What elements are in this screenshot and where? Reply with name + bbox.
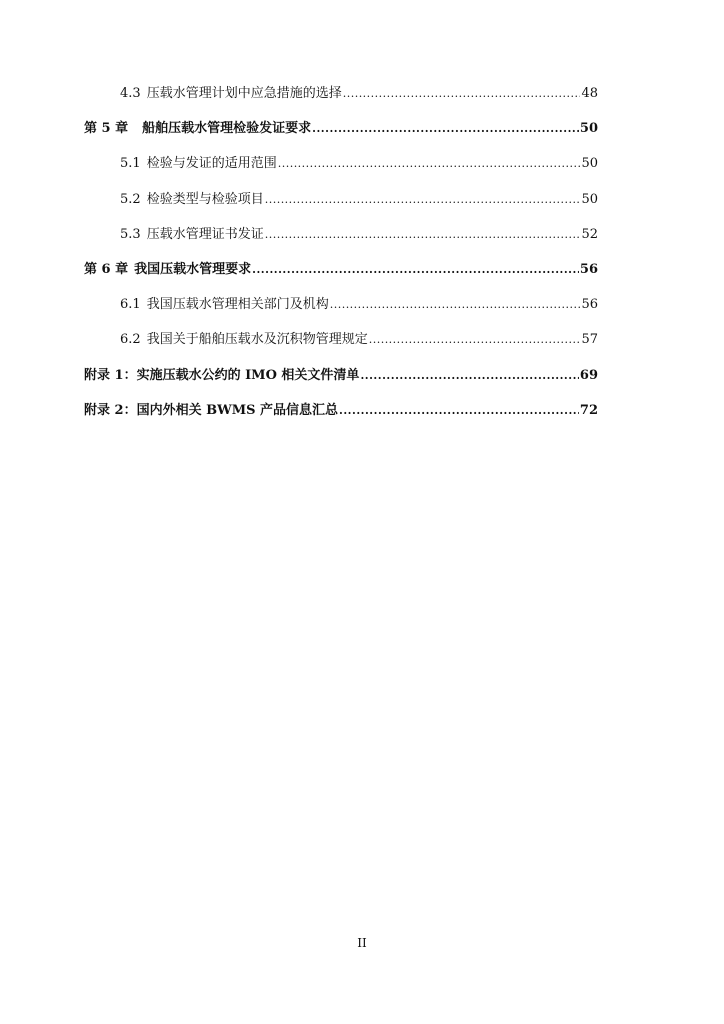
dot-leader [278,157,581,170]
dot-leader [252,263,579,276]
toc-entry-title: 国内外相关 BWMS 产品信息汇总 [136,402,338,418]
toc-entry-label [120,152,277,171]
dot-leader [312,122,579,135]
toc-entry-title: 我国关于船舶压载水及沉积物管理规定 [146,332,368,348]
toc-entry-chapter-6[interactable] [84,258,598,279]
toc-entry-label [120,82,342,101]
toc-entry-4-3[interactable] [84,82,598,103]
toc-entry-label [84,258,251,277]
toc-entry-page: 50 [581,156,598,172]
toc-entry-5-3[interactable] [84,223,598,244]
toc-entry-page: 48 [581,86,598,101]
toc-entry-label [120,293,329,312]
toc-entry-number: 6.1 [120,297,141,313]
dot-leader [343,87,581,100]
dot-leader [265,193,581,206]
toc-entry-number: 附录 2： [84,402,137,418]
toc-entry-title: 压载水管理计划中应急措施的选择 [146,86,342,101]
toc-entry-number: 4.3 [120,86,141,101]
toc-entry-appendix-2[interactable] [84,399,598,420]
dot-leader [330,298,581,311]
toc-entry-label [84,399,338,418]
dot-leader [339,404,579,417]
toc-entry-number: 第 5 章 [84,121,129,137]
toc-entry-label [84,364,359,383]
toc-entry-title: 我国压载水管理要求 [134,261,252,277]
toc-entry-appendix-1[interactable] [84,364,598,385]
toc-entry-chapter-5[interactable] [84,117,598,138]
toc-entry-page: 56 [581,297,598,313]
dot-leader [360,369,578,382]
toc-entry-number: 附录 1： [84,367,137,383]
toc-entry-label [120,223,264,242]
toc-entry-number: 5.2 [120,191,141,207]
toc-entry-page: 69 [579,367,598,383]
toc-entry-title: 实施压载水公约的 IMO 相关文件清单 [136,367,360,383]
toc-entry-page: 57 [581,332,598,348]
page-number: II [357,936,367,950]
toc-entry-page: 56 [579,261,598,277]
toc-entry-number: 5.1 [120,156,141,172]
toc-entry-page: 50 [579,121,598,137]
toc-entry-label [120,328,368,347]
toc-entry-page: 72 [579,402,598,418]
toc-entry-title: 船舶压载水管理检验发证要求 [142,121,312,137]
toc-entry-title: 检验与发证的适用范围 [146,156,277,172]
toc-entry-6-2[interactable] [84,328,598,349]
toc-entry-number: 5.3 [120,226,141,242]
toc-entry-title: 检验类型与检验项目 [146,191,264,207]
toc-entry-5-1[interactable] [84,152,598,173]
toc-entry-page: 52 [581,226,598,242]
toc-entry-page: 50 [581,191,598,207]
dot-leader [265,228,581,241]
page-footer [0,936,724,950]
toc-entry-label [120,188,264,207]
table-of-contents [84,82,598,434]
dot-leader [369,333,581,346]
toc-entry-6-1[interactable] [84,293,598,314]
toc-entry-number: 6.2 [120,332,141,348]
toc-entry-title: 我国压载水管理相关部门及机构 [146,297,329,313]
toc-entry-label [84,117,311,136]
toc-entry-title: 压载水管理证书发证 [146,226,264,242]
toc-entry-number: 第 6 章 [84,261,129,277]
toc-entry-5-2[interactable] [84,188,598,209]
